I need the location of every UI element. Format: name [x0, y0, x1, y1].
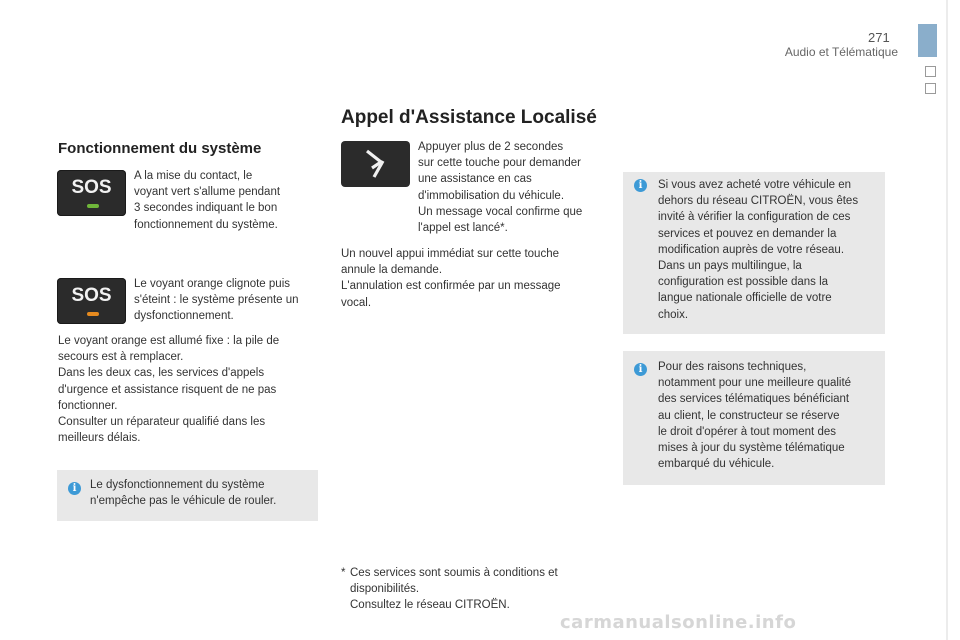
paragraph-cancel: Un nouvel appui immédiat sur cette touche annule la demande. L'annulation est confirmée par un message vocal. — [341, 248, 561, 309]
info-text-network: Si vous avez acheté votre véhicule en dehors du réseau CITROËN, vous êtes invité à vérifier la configuration de ces services et pouvez en demander la modification auprès de votre réseau. Dans un pays multilingue, la configuration est possible dans la langue nationale officielle de votre choix. — [658, 179, 859, 321]
checkbox-square-icon — [925, 83, 936, 94]
paragraph-green-led: A la mise du contact, le voyant vert s'allume pendant 3 secondes indiquant le bon fonctionnement du système. — [134, 170, 281, 231]
sos-label: SOS — [71, 177, 112, 198]
footnote-mark: * — [341, 567, 346, 579]
info-box-network — [623, 172, 885, 334]
sos-label: SOS — [71, 285, 112, 306]
assistance-button — [341, 141, 410, 187]
paragraph-orange-blink: Le voyant orange clignote puis s'éteint : le système présente un dysfonctionnement. — [134, 278, 299, 323]
green-led-indicator — [87, 204, 99, 208]
section-heading-appel-assistance: Appel d'Assistance Localisé — [341, 107, 597, 128]
ds-logo-icon — [341, 141, 410, 187]
section-title: Audio et Télématique — [784, 45, 898, 59]
sos-button-orange-led — [57, 278, 126, 324]
orange-led-indicator — [87, 312, 99, 316]
footnote-text: Ces services sont soumis à conditions et disponibilités. Consultez le réseau CITROËN. — [350, 567, 558, 612]
chapter-tab — [918, 24, 937, 57]
info-icon: i — [634, 363, 647, 376]
info-icon: i — [68, 482, 81, 495]
page-number: 271 — [868, 30, 890, 45]
info-box-technical — [623, 351, 885, 485]
info-text-left: Le dysfonctionnement du système n'empêche pas le véhicule de rouler. — [90, 479, 277, 508]
info-box-left — [57, 470, 318, 521]
watermark: carmanualsonline.info — [560, 612, 797, 633]
page-edge-divider — [946, 0, 948, 640]
paragraph-orange-fixed: Le voyant orange est allumé fixe : la pile de secours est à remplacer. Dans les deux cas, les services d'appels d'urgence et assistance risquent de ne pas fonctionner. Consulter un réparateur qualifié dans les meilleurs délais. — [58, 335, 280, 445]
info-icon: i — [634, 179, 647, 192]
section-heading-fonctionnement: Fonctionnement du système — [58, 140, 262, 157]
checkbox-square-icon — [925, 66, 936, 77]
sos-button-green-led — [57, 170, 126, 216]
info-text-technical: Pour des raisons techniques, notamment pour une meilleure qualité des services télématiques bénéficiant au client, le constructeur se réserve le droit d'opérer à tout moment des mises à jour du système télématique embarqué du véhicule. — [658, 361, 852, 471]
paragraph-press-button: Appuyer plus de 2 secondes sur cette touche pour demander une assistance en cas d'immobilisation du véhicule. Un message vocal confirme que l'appel est lancé*. — [418, 141, 583, 235]
